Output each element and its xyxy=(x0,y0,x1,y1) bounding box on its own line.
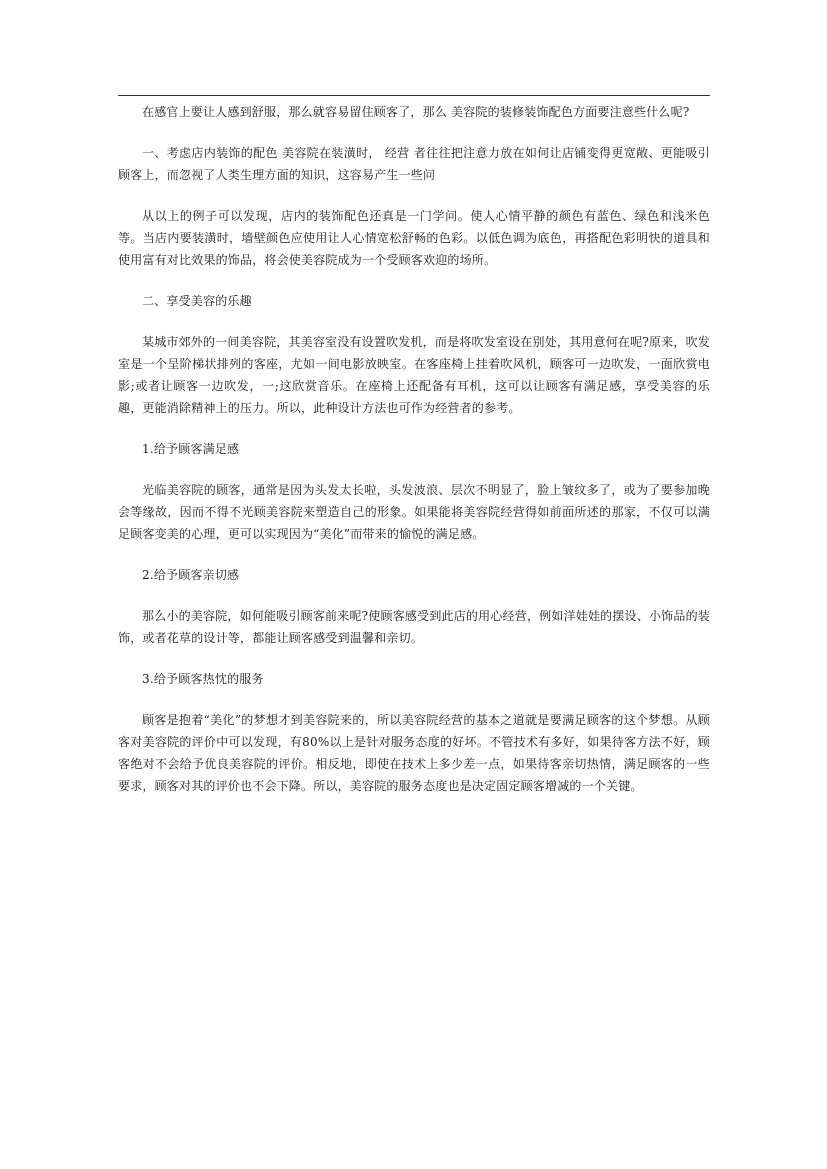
section-two-heading: 二、享受美容的乐趣 xyxy=(142,294,252,308)
service-paragraph: 顾客是抱着“美化”的梦想才到美容院来的，所以美容院经营的基本之道就是要满足顾客的这个梦想。从顾客对美容院的评价中可以发现，有80%以上是针对服务态度的好坏。不管技术有多好，如果待客方法不好，顾客绝对不会给予优良美容院的评价。相反地，即使在技术上多少差一点，如果待客亲切热情，满足顾客的一些要求，顾客对其的评价也不会下降。所以，美容院的服务态度也是决定固定顾客增减的一个关键。 xyxy=(118,713,710,793)
satisfaction-paragraph: 光临美容院的顾客，通常是因为头发太长啦，头发波浪、层次不明显了，脸上皱纹多了，或为了要参加晚会等缘故，因而不得不光顾美容院来塑造自己的形象。如果能将美容院经营得如前面所述的那家，不仅可以满足顾客变美的心理，更可以实现因为“美化”而带来的愉悦的满足感。 xyxy=(118,483,710,541)
intro-paragraph: 在感官上要让人感到舒服，那么就容易留住顾客了，那么 美容院的装修装饰配色方面要注意些什么呢? xyxy=(142,105,690,119)
subsection-two-heading: 2.给予顾客亲切感 xyxy=(142,568,240,582)
header-rule xyxy=(118,95,710,96)
subsection-one-heading: 1.给予顾客满足感 xyxy=(142,442,240,456)
warmth-paragraph: 那么小的美容院，如何能吸引顾客前来呢?使顾客感受到此店的用心经营，例如洋娃娃的摆设、小饰品的装饰，或者花草的设计等，都能让顾客感受到温馨和亲切。 xyxy=(118,609,710,645)
document-body xyxy=(118,101,710,816)
salon-example-paragraph: 某城市郊外的一间美容院，其美容室没有设置吹发机，而是将吹发室设在别处，其用意何在呢?原来，吹发室是一个呈阶梯状排列的客座，尤如一间电影放映室。在客座椅上挂着吹风机，顾客可一边吹发，一面欣赏电影;或者让顾客一边吹发，一;这欣赏音乐。在座椅上还配备有耳机，这可以让顾客有满足感，享受美容的乐趣，更能消除精神上的压力。所以，此种设计方法也可作为经营者的参考。 xyxy=(118,335,710,415)
section-one-paragraph: 一、考虑店内装饰的配色 美容院在装潢时， 经营 者往往把注意力放在如何让店铺变得更宽敞、更能吸引顾客上，而忽视了人类生理方面的知识，这容易产生一些问 xyxy=(118,146,710,182)
subsection-three-heading: 3.给予顾客热忱的服务 xyxy=(142,672,264,686)
color-advice-paragraph: 从以上的例子可以发现，店内的装饰配色还真是一门学问。使人心情平静的颜色有蓝色、绿色和浅米色等。当店内要装潢时，墙壁颜色应使用让人心情宽松舒畅的色彩。以低色调为底色，再搭配色彩明快的道具和使用富有对比效果的饰品，将会使美容院成为一个受顾客欢迎的场所。 xyxy=(118,209,710,267)
